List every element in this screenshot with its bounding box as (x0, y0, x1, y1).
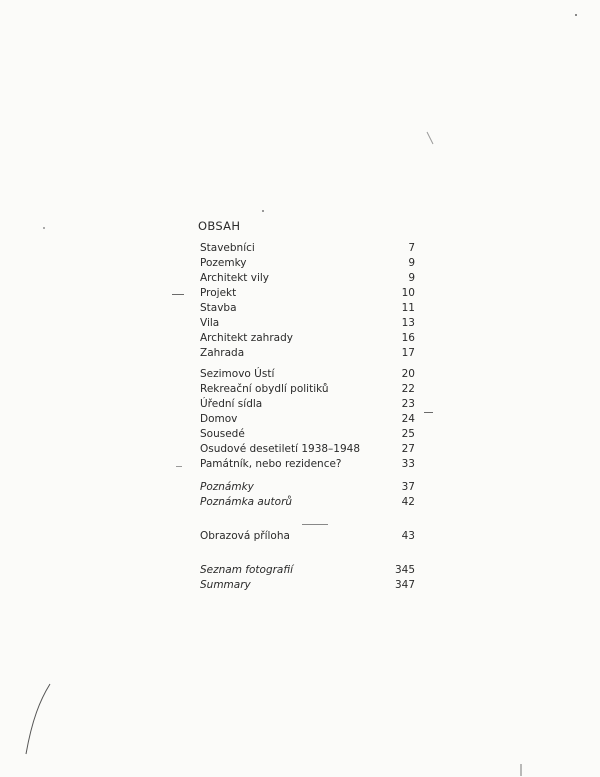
toc-entry (200, 563, 415, 578)
scan-stroke (425, 130, 437, 150)
toc-entry (200, 271, 415, 286)
toc-entry-label: Domov (200, 413, 238, 425)
toc-entry-page: 22 (401, 383, 415, 395)
toc-entry (200, 382, 415, 397)
toc-entry-page: 13 (401, 317, 415, 329)
toc-entry (200, 316, 415, 331)
scan-mark (176, 466, 182, 467)
toc-entry-page: 16 (401, 332, 415, 344)
toc-entry-page: 345 (394, 564, 415, 576)
toc-entry (200, 457, 415, 472)
toc-entry-label: Architekt zahrady (200, 332, 293, 344)
toc-entry (200, 331, 415, 346)
toc-entry (200, 286, 415, 301)
toc-entry-page: 17 (401, 347, 415, 359)
toc-entry (200, 480, 415, 495)
toc-entry-label: Obrazová příloha (200, 530, 290, 542)
toc-entry-page: 24 (401, 413, 415, 425)
toc-entry-page: 43 (401, 530, 415, 542)
toc-entry-label: Památník, nebo rezidence? (200, 458, 342, 470)
toc-section-villa (200, 241, 415, 361)
toc-entry-label: Vila (200, 317, 220, 329)
toc-entry (200, 427, 415, 442)
toc-entry (200, 412, 415, 427)
toc-entry-page: 10 (401, 287, 415, 299)
toc-entry-label: Summary (200, 579, 251, 591)
toc-entry-page: 42 (401, 496, 415, 508)
scan-mark (43, 227, 45, 229)
toc-entry-label: Zahrada (200, 347, 245, 359)
toc-entry (200, 495, 415, 510)
toc-section-history (200, 367, 415, 472)
toc-section-notes (200, 480, 415, 510)
toc-entry (200, 367, 415, 382)
toc-entry-label: Seznam fotografií (200, 564, 294, 576)
toc-entry-label: Projekt (200, 287, 237, 299)
toc-section-appendix (200, 529, 415, 544)
toc-entry-label: Osudové desetiletí 1938–1948 (200, 443, 361, 455)
toc-entry (200, 578, 415, 593)
scan-stroke (515, 762, 527, 777)
toc-entry-page: 25 (401, 428, 415, 440)
toc-entry-label: Stavba (200, 302, 237, 314)
toc-entry-page: 11 (401, 302, 415, 314)
toc-entry (200, 301, 415, 316)
toc-entry-page: 20 (401, 368, 415, 380)
toc-entry (200, 529, 415, 544)
toc-entry-page: 9 (408, 272, 415, 284)
toc-entry-label: Rekreační obydlí politiků (200, 383, 329, 395)
scan-mark (424, 412, 433, 413)
toc-entry (200, 442, 415, 457)
toc-entry-label: Poznámky (200, 481, 254, 493)
toc-entry-label: Úřední sídla (200, 398, 263, 410)
toc-entry-label: Sousedé (200, 428, 245, 440)
toc-entry-page: 9 (408, 257, 415, 269)
scan-mark (575, 14, 577, 16)
toc-entry-label: Stavebníci (200, 242, 255, 254)
toc-entry-page: 33 (401, 458, 415, 470)
toc-entry (200, 346, 415, 361)
toc-entry (200, 256, 415, 271)
toc-entry (200, 397, 415, 412)
toc-entry-label: Architekt vily (200, 272, 269, 284)
toc-entry-page: 27 (401, 443, 415, 455)
toc-entry-page: 7 (408, 242, 415, 254)
scan-stroke (20, 680, 60, 760)
toc-entry-page: 37 (401, 481, 415, 493)
toc-entry-label: Pozemky (200, 257, 247, 269)
toc-heading: OBSAH (198, 219, 241, 233)
toc-entry-page: 347 (394, 579, 415, 591)
toc-entry-label: Sezimovo Ústí (200, 368, 275, 380)
toc-section-back-matter (200, 563, 415, 593)
scan-mark (262, 210, 264, 212)
toc-entry (200, 241, 415, 256)
toc-entry-page: 23 (401, 398, 415, 410)
scan-mark (172, 294, 184, 295)
scan-mark (302, 524, 328, 525)
toc-entry-label: Poznámka autorů (200, 496, 293, 508)
